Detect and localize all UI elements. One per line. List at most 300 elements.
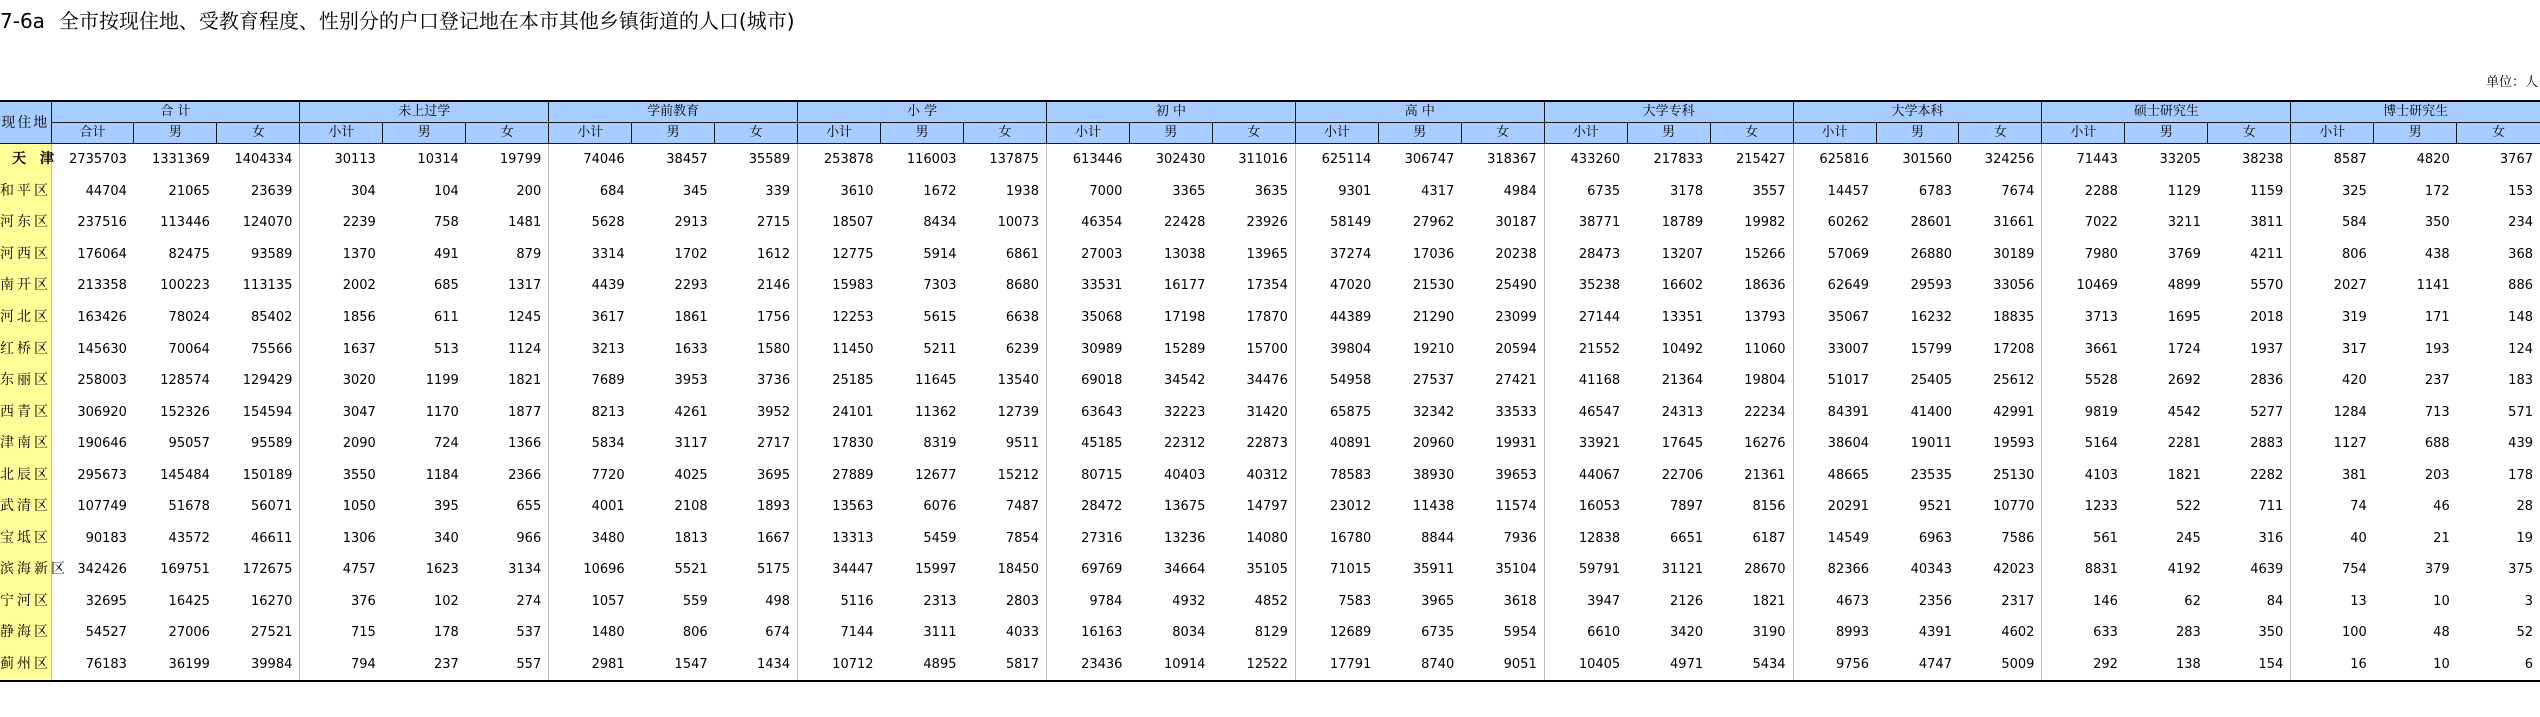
cell-value: 758 — [433, 215, 459, 231]
cell-value: 19931 — [1495, 436, 1537, 452]
cell-value: 9819 — [2042, 396, 2125, 428]
table-row — [0, 491, 2540, 523]
cell-value: 33531 — [1046, 270, 1129, 302]
cell-value: 104 — [433, 183, 459, 199]
cell-value: 11450 — [798, 333, 881, 365]
cell-value: 58149 — [1295, 207, 1378, 239]
cell-value: 25185 — [798, 365, 881, 397]
cell-value: 1667 — [757, 530, 791, 546]
cell-value: 15983 — [798, 270, 881, 302]
cell-value: 22873 — [1246, 436, 1288, 452]
cell-value: 302430 — [1155, 152, 1206, 168]
cell-value: 27421 — [1495, 373, 1537, 389]
cell-value: 35911 — [1412, 562, 1455, 578]
cell-value: 319 — [2291, 302, 2374, 334]
cell-value: 6783 — [1918, 183, 1952, 199]
cell-value: 203 — [2424, 467, 2450, 483]
cell-value: 6187 — [1752, 530, 1786, 546]
table-row — [0, 207, 2540, 239]
cell-value: 7854 — [1005, 530, 1039, 546]
cell-value: 146 — [2042, 586, 2125, 618]
cell-value: 6638 — [1005, 310, 1039, 325]
cell-value: 2803 — [1005, 593, 1039, 609]
table-row — [0, 617, 2540, 649]
cell-value: 3736 — [757, 373, 791, 389]
region-name: 宝坻区 — [0, 523, 51, 555]
cell-value: 7022 — [2042, 207, 2125, 239]
cell-value: 4211 — [2250, 246, 2284, 262]
cell-value: 37274 — [1295, 239, 1378, 271]
cell-value: 8129 — [1254, 625, 1288, 641]
cell-value: 62 — [2184, 593, 2201, 609]
cell-value: 18636 — [1744, 278, 1786, 294]
region-name: 武清区 — [0, 491, 51, 523]
cell-value: 56071 — [251, 499, 293, 515]
cell-value: 1370 — [300, 239, 383, 271]
cell-value: 116003 — [906, 152, 957, 168]
cell-value: 38604 — [1793, 428, 1876, 460]
cell-value: 1050 — [300, 491, 383, 523]
cell-value: 43572 — [168, 530, 210, 546]
cell-value: 25612 — [1993, 373, 2035, 389]
region-name: 北辰区 — [0, 459, 51, 491]
cell-value: 1245 — [508, 310, 542, 325]
cell-value: 13236 — [1164, 530, 1206, 546]
cell-value: 5528 — [2042, 365, 2125, 397]
cell-value: 14457 — [1793, 176, 1876, 208]
cell-value: 13351 — [1661, 310, 1704, 325]
cell-value: 4852 — [1254, 593, 1288, 609]
cell-value: 3965 — [1421, 593, 1455, 609]
cell-value: 6239 — [1005, 341, 1039, 357]
cell-value: 1821 — [2167, 467, 2201, 483]
table-row — [0, 302, 2540, 334]
cell-value: 1057 — [549, 586, 632, 618]
region-name: 蓟州区 — [0, 649, 51, 682]
cell-value: 339 — [765, 183, 791, 199]
sub-header: 女 — [466, 123, 549, 144]
sub-header: 小计 — [300, 123, 383, 144]
region-name: 天津 — [0, 144, 51, 176]
cell-value: 498 — [765, 593, 791, 609]
sub-header: 男 — [2374, 123, 2457, 144]
region-name: 河北区 — [0, 302, 51, 334]
cell-value: 40403 — [1164, 467, 1206, 483]
cell-value: 74 — [2291, 491, 2374, 523]
cell-value: 3769 — [2167, 246, 2201, 262]
cell-value: 1129 — [2167, 183, 2201, 199]
cell-value: 16053 — [1544, 491, 1627, 523]
cell-value: 33921 — [1544, 428, 1627, 460]
cell-value: 4103 — [2042, 459, 2125, 491]
sub-header: 小计 — [1046, 123, 1129, 144]
cell-value: 10314 — [417, 152, 459, 168]
cell-value: 11438 — [1412, 499, 1455, 515]
cell-value: 36199 — [134, 649, 217, 682]
cell-value: 15289 — [1164, 341, 1206, 357]
cell-value: 28601 — [1910, 215, 1952, 231]
cell-value: 19593 — [1993, 436, 2035, 452]
cell-value: 70064 — [168, 341, 210, 357]
cell-value: 17208 — [1993, 341, 2035, 357]
cell-value: 324256 — [1984, 152, 2035, 168]
cell-value: 10712 — [798, 649, 881, 682]
cell-value: 31121 — [1661, 562, 1704, 578]
cell-value: 685 — [433, 278, 459, 294]
cell-value: 18450 — [997, 562, 1039, 578]
cell-value: 806 — [682, 625, 708, 641]
cell-value: 28 — [2516, 499, 2533, 515]
cell-value: 1813 — [674, 530, 708, 546]
cell-value: 95057 — [168, 436, 210, 452]
cell-value: 9521 — [1918, 499, 1952, 515]
cell-value: 39804 — [1295, 333, 1378, 365]
cell-value: 16780 — [1295, 523, 1378, 555]
cell-value: 258003 — [51, 365, 134, 397]
cell-value: 35589 — [748, 152, 791, 168]
cell-value: 13965 — [1246, 246, 1288, 262]
cell-value: 8680 — [1005, 278, 1039, 294]
cell-value: 34542 — [1164, 373, 1206, 389]
cell-value: 7487 — [1005, 499, 1039, 515]
region-name: 和平区 — [0, 176, 51, 208]
cell-value: 1672 — [923, 183, 957, 199]
cell-value: 20960 — [1412, 436, 1455, 452]
cell-value: 3047 — [300, 396, 383, 428]
cell-value: 1184 — [425, 467, 459, 483]
cell-value: 3953 — [674, 373, 708, 389]
cell-value: 10 — [2433, 593, 2450, 609]
cell-value: 7000 — [1046, 176, 1129, 208]
cell-value: 23926 — [1246, 215, 1288, 231]
cell-value: 2366 — [508, 467, 542, 483]
cell-value: 8156 — [1752, 499, 1786, 515]
cell-value: 350 — [2424, 215, 2450, 231]
unit-label: 单位：人 — [2485, 75, 2538, 90]
cell-value: 152326 — [160, 404, 210, 420]
cell-value: 42991 — [1993, 404, 2035, 420]
cell-value: 5164 — [2042, 428, 2125, 460]
cell-value: 395 — [433, 499, 459, 515]
cell-value: 1702 — [674, 246, 708, 262]
cell-value: 16163 — [1046, 617, 1129, 649]
cell-value: 10696 — [549, 554, 632, 586]
cell-value: 7936 — [1503, 530, 1537, 546]
cell-value: 1317 — [508, 278, 542, 294]
cell-value: 27144 — [1544, 302, 1627, 334]
cell-value: 17354 — [1246, 278, 1288, 294]
region-name: 南开区 — [0, 270, 51, 302]
cell-value: 15266 — [1744, 246, 1786, 262]
cell-value: 17198 — [1164, 310, 1206, 325]
cell-value: 23012 — [1295, 491, 1378, 523]
cell-value: 584 — [2291, 207, 2374, 239]
cell-value: 794 — [300, 649, 383, 682]
cell-value: 1480 — [549, 617, 632, 649]
sub-header: 男 — [134, 123, 217, 144]
group-header: 博士研究生 — [2291, 101, 2540, 123]
cell-value: 304 — [300, 176, 383, 208]
cell-value: 5211 — [923, 341, 957, 357]
cell-value: 8034 — [1172, 625, 1206, 641]
cell-value: 22428 — [1164, 215, 1206, 231]
cell-value: 5615 — [923, 310, 957, 325]
cell-value: 27316 — [1046, 523, 1129, 555]
cell-value: 34476 — [1246, 373, 1288, 389]
cell-value: 11362 — [915, 404, 957, 420]
cell-value: 8319 — [923, 436, 957, 452]
cell-value: 4192 — [2167, 562, 2201, 578]
group-header: 学前教育 — [549, 101, 798, 123]
cell-value: 10469 — [2042, 270, 2125, 302]
cell-value: 71443 — [2042, 144, 2125, 176]
cell-value: 16276 — [1744, 436, 1786, 452]
header-row-subs — [0, 123, 2540, 144]
cell-value: 561 — [2042, 523, 2125, 555]
cell-value: 7720 — [549, 459, 632, 491]
cell-value: 2239 — [300, 207, 383, 239]
cell-value: 1612 — [757, 246, 791, 262]
cell-value: 84391 — [1793, 396, 1876, 428]
cell-value: 2717 — [757, 436, 791, 452]
cell-value: 14549 — [1793, 523, 1876, 555]
cell-value: 3190 — [1752, 625, 1786, 641]
cell-value: 14080 — [1246, 530, 1288, 546]
cell-value: 44067 — [1544, 459, 1627, 491]
cell-value: 381 — [2291, 459, 2374, 491]
table-row — [0, 649, 2540, 682]
cell-value: 41400 — [1910, 404, 1952, 420]
cell-value: 60262 — [1793, 207, 1876, 239]
cell-value: 2715 — [757, 215, 791, 231]
cell-value: 886 — [2508, 278, 2533, 294]
cell-value: 1580 — [757, 341, 791, 357]
cell-value: 39984 — [217, 649, 300, 682]
cell-value: 1877 — [508, 404, 542, 420]
cell-value: 4025 — [674, 467, 708, 483]
cell-value: 3213 — [549, 333, 632, 365]
cell-value: 46354 — [1046, 207, 1129, 239]
cell-value: 724 — [433, 436, 459, 452]
cell-value: 8993 — [1793, 617, 1876, 649]
cell-value: 34447 — [798, 554, 881, 586]
cell-value: 6735 — [1421, 625, 1455, 641]
cell-value: 806 — [2291, 239, 2374, 271]
cell-value: 69018 — [1046, 365, 1129, 397]
cell-value: 4439 — [549, 270, 632, 302]
cell-value: 1937 — [2250, 341, 2284, 357]
cell-value: 5459 — [923, 530, 957, 546]
sub-header: 女 — [1212, 123, 1295, 144]
cell-value: 38771 — [1544, 207, 1627, 239]
cell-value: 5116 — [798, 586, 881, 618]
cell-value: 48665 — [1793, 459, 1876, 491]
cell-value: 23099 — [1495, 310, 1537, 325]
cell-value: 19 — [2516, 530, 2533, 546]
cell-value: 13563 — [798, 491, 881, 523]
cell-value: 4757 — [300, 554, 383, 586]
cell-value: 17036 — [1412, 246, 1455, 262]
cell-value: 4984 — [1503, 183, 1537, 199]
cell-value: 15700 — [1246, 341, 1288, 357]
cell-value: 10 — [2374, 649, 2457, 682]
header-row-groups — [0, 101, 2540, 123]
sub-header: 小计 — [2291, 123, 2374, 144]
cell-value: 1141 — [2416, 278, 2450, 294]
cell-value: 5434 — [1710, 649, 1793, 682]
cell-value: 1861 — [674, 310, 708, 325]
cell-value: 23639 — [251, 183, 293, 199]
cell-value: 283 — [2176, 625, 2201, 641]
cell-value: 46 — [2433, 499, 2450, 515]
cell-value: 1331369 — [152, 152, 210, 168]
cell-value: 4971 — [1627, 649, 1710, 682]
cell-value: 3134 — [508, 562, 542, 578]
cell-value: 306920 — [51, 396, 134, 428]
table-row — [0, 396, 2540, 428]
group-header: 初 中 — [1046, 101, 1295, 123]
cell-value: 14797 — [1246, 499, 1288, 515]
cell-value: 9301 — [1295, 176, 1378, 208]
region-name: 宁河区 — [0, 586, 51, 618]
cell-value: 32695 — [51, 586, 134, 618]
cell-value: 19799 — [499, 152, 542, 168]
cell-value: 559 — [682, 593, 708, 609]
cell-value: 306747 — [1404, 152, 1455, 168]
cell-value: 537 — [516, 625, 542, 641]
table-title: 全市按现住地、受教育程度、性别分的户口登记地在本市其他乡镇街道的人口(城市) — [58, 9, 795, 33]
cell-value: 23436 — [1046, 649, 1129, 682]
cell-value: 1306 — [300, 523, 383, 555]
cell-value: 113135 — [242, 278, 293, 294]
cell-value: 2735703 — [51, 144, 134, 176]
cell-value: 2282 — [2250, 467, 2284, 483]
region-name: 河东区 — [0, 207, 51, 239]
group-header: 高 中 — [1295, 101, 1544, 123]
cell-value: 1127 — [2291, 428, 2374, 460]
cell-value: 41168 — [1544, 365, 1627, 397]
cell-value: 12677 — [915, 467, 957, 483]
cell-value: 2108 — [674, 499, 708, 515]
cell-value: 95589 — [251, 436, 293, 452]
cell-value: 18835 — [1993, 310, 2035, 325]
cell-value: 82475 — [168, 246, 210, 262]
cell-value: 379 — [2424, 562, 2450, 578]
cell-value: 145630 — [51, 333, 134, 365]
cell-value: 13793 — [1744, 310, 1786, 325]
sub-header: 小计 — [1295, 123, 1378, 144]
cell-value: 420 — [2291, 365, 2374, 397]
cell-value: 15799 — [1910, 341, 1952, 357]
cell-value: 688 — [2424, 436, 2450, 452]
cell-value: 6610 — [1544, 617, 1627, 649]
cell-value: 754 — [2291, 554, 2374, 586]
cell-value: 20594 — [1495, 341, 1537, 357]
cell-value: 633 — [2042, 617, 2125, 649]
cell-value: 35104 — [1495, 562, 1537, 578]
cell-value: 172 — [2424, 183, 2450, 199]
region-name: 西青区 — [0, 396, 51, 428]
cell-value: 217833 — [1653, 152, 1704, 168]
cell-value: 1170 — [425, 404, 459, 420]
cell-value: 237516 — [51, 207, 134, 239]
cell-value: 4673 — [1793, 586, 1876, 618]
cell-value: 571 — [2508, 404, 2533, 420]
cell-value: 292 — [2042, 649, 2125, 682]
cell-value: 69769 — [1046, 554, 1129, 586]
cell-value: 375 — [2508, 562, 2533, 578]
cell-value: 82366 — [1793, 554, 1876, 586]
cell-value: 12739 — [997, 404, 1039, 420]
cell-value: 10073 — [997, 215, 1039, 231]
cell-value: 1821 — [508, 373, 542, 389]
cell-value: 4001 — [549, 491, 632, 523]
cell-value: 1404334 — [234, 152, 293, 168]
cell-value: 12253 — [798, 302, 881, 334]
cell-value: 13038 — [1164, 246, 1206, 262]
cell-value: 4317 — [1421, 183, 1455, 199]
cell-value: 171 — [2424, 310, 2450, 325]
cell-value: 22234 — [1744, 404, 1786, 420]
sub-header: 女 — [1461, 123, 1544, 144]
cell-value: 40 — [2291, 523, 2374, 555]
cell-value: 22312 — [1164, 436, 1206, 452]
cell-value: 18789 — [1661, 215, 1704, 231]
cell-value: 16270 — [251, 593, 293, 609]
cell-value: 153 — [2508, 183, 2533, 199]
cell-value: 2293 — [674, 278, 708, 294]
cell-value: 52 — [2516, 625, 2533, 641]
sub-header: 小计 — [2042, 123, 2125, 144]
cell-value: 19011 — [1910, 436, 1952, 452]
cell-value: 22706 — [1661, 467, 1704, 483]
cell-value: 93589 — [251, 246, 293, 262]
cell-value: 34664 — [1164, 562, 1206, 578]
cell-value: 2090 — [300, 428, 383, 460]
cell-value: 154 — [2208, 649, 2291, 682]
region-name: 河西区 — [0, 239, 51, 271]
cell-value: 10492 — [1661, 341, 1704, 357]
region-name: 红桥区 — [0, 333, 51, 365]
cell-value: 1233 — [2042, 491, 2125, 523]
cell-value: 6861 — [1005, 246, 1039, 262]
cell-value: 3618 — [1503, 593, 1537, 609]
cell-value: 38457 — [666, 152, 708, 168]
cell-value: 295673 — [51, 459, 134, 491]
cell-value: 2146 — [757, 278, 791, 294]
cell-value: 491 — [433, 246, 459, 262]
cell-value: 522 — [2176, 499, 2201, 515]
page-title — [0, 4, 795, 38]
cell-value: 10914 — [1129, 649, 1212, 682]
table-body — [0, 144, 2540, 682]
sub-header: 男 — [881, 123, 964, 144]
table-row — [0, 239, 2540, 271]
cell-value: 317 — [2291, 333, 2374, 365]
cell-value: 11060 — [1744, 341, 1786, 357]
cell-value: 5954 — [1503, 625, 1537, 641]
cell-value: 124070 — [242, 215, 293, 231]
cell-value: 44389 — [1295, 302, 1378, 334]
cell-value: 7689 — [549, 365, 632, 397]
cell-value: 2981 — [549, 649, 632, 682]
cell-value: 7674 — [2001, 183, 2035, 199]
cell-value: 3661 — [2042, 333, 2125, 365]
cell-value: 5175 — [757, 562, 791, 578]
cell-value: 25490 — [1495, 278, 1537, 294]
cell-value: 4391 — [1918, 625, 1952, 641]
cell-value: 2126 — [1670, 593, 1704, 609]
